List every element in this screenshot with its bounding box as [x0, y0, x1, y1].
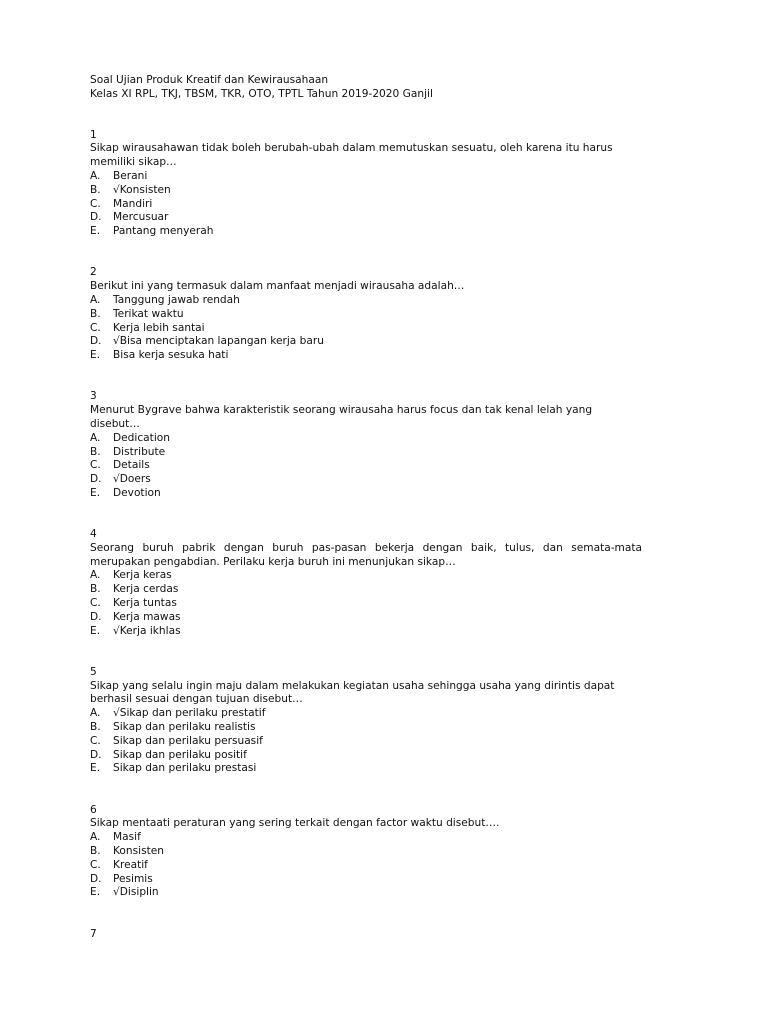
answer-option: [90, 762, 642, 776]
option-text: Sikap dan perilaku realistis: [113, 721, 256, 734]
option-letter: E.: [90, 762, 101, 775]
option-letter: E.: [90, 349, 101, 362]
option-letter: D.: [90, 211, 102, 224]
option-text: Masif: [113, 831, 141, 844]
answer-option: [90, 335, 642, 349]
option-text: Distribute: [113, 445, 166, 458]
question-number: 7: [90, 927, 97, 940]
answer-option: [90, 473, 642, 487]
answer-option: [90, 749, 642, 763]
answer-option: [90, 859, 642, 873]
option-text: √Sikap dan perilaku prestatif: [113, 707, 266, 720]
answer-option: [90, 322, 642, 336]
answer-option: [90, 459, 642, 473]
answer-option: [90, 211, 642, 225]
option-text: Tanggung jawab rendah: [113, 293, 240, 306]
question-number: 3: [90, 390, 97, 403]
option-text: √Doers: [113, 473, 151, 486]
answer-option: [90, 707, 642, 721]
option-text: Kreatif: [113, 858, 148, 871]
option-text: Mercusuar: [113, 211, 169, 224]
option-letter: D.: [90, 748, 102, 761]
option-letter: D.: [90, 473, 102, 486]
answer-option: [90, 886, 642, 900]
answer-option: [90, 198, 642, 212]
option-text: √Disiplin: [113, 886, 159, 899]
document-header: [90, 74, 642, 102]
option-text: Sikap dan perilaku prestasi: [113, 762, 257, 775]
question-item: [90, 129, 642, 267]
question-text: Berikut ini yang termasuk dalam manfaat menjadi wirausaha adalah…: [90, 280, 465, 293]
option-text: Details: [113, 459, 150, 472]
option-letter: C.: [90, 321, 101, 334]
option-letter: C.: [90, 734, 101, 747]
option-letter: E.: [90, 886, 101, 899]
question-item: [90, 528, 642, 666]
option-text: Terikat waktu: [113, 307, 184, 320]
option-text: Pantang menyerah: [113, 225, 214, 238]
option-letter: C.: [90, 597, 101, 610]
option-letter: A.: [90, 293, 101, 306]
answer-option: [90, 873, 642, 887]
option-letter: E.: [90, 225, 101, 238]
answer-option: [90, 611, 642, 625]
answer-option: [90, 569, 642, 583]
question-number: 1: [90, 128, 97, 141]
question-text: Seorang buruh pabrik dengan buruh pas-pasan bekerja dengan baik, tulus, dan semata-mata merupakan pengabdian. Perilaku kerja buruh ini menunjukan sikap…: [90, 541, 642, 568]
option-text: Devotion: [113, 486, 161, 499]
question-number: 2: [90, 266, 97, 279]
answer-option: [90, 294, 642, 308]
option-letter: C.: [90, 197, 101, 210]
option-text: Kerja keras: [113, 569, 172, 582]
question-list: [90, 129, 642, 928]
option-letter: C.: [90, 459, 101, 472]
option-letter: A.: [90, 831, 101, 844]
document-page: [90, 74, 642, 941]
answer-option: [90, 735, 642, 749]
option-letter: E.: [90, 624, 101, 637]
document-title: Soal Ujian Produk Kreatif dan Kewirausahaan: [90, 74, 329, 86]
question-text: Sikap mentaati peraturan yang sering terkait dengan factor waktu disebut….: [90, 817, 500, 830]
option-text: Sikap dan perilaku persuasif: [113, 734, 263, 747]
answer-option: [90, 184, 642, 198]
document-subtitle: Kelas XI RPL, TKJ, TBSM, TKR, OTO, TPTL Tahun 2019-2020 Ganjil: [90, 87, 433, 100]
question-item: [90, 266, 642, 390]
option-letter: D.: [90, 872, 102, 885]
option-letter: B.: [90, 307, 101, 320]
answer-options: [90, 432, 642, 501]
answer-option: [90, 308, 642, 322]
answer-option: [90, 446, 642, 460]
answer-option: [90, 625, 642, 639]
option-text: Mandiri: [113, 197, 153, 210]
option-letter: C.: [90, 858, 101, 871]
option-letter: B.: [90, 445, 101, 458]
answer-options: [90, 170, 642, 239]
option-letter: D.: [90, 610, 102, 623]
option-text: Dedication: [113, 431, 170, 444]
question-item: [90, 804, 642, 928]
question-text: Menurut Bygrave bahwa karakteristik seorang wirausaha harus focus dan tak kenal lelah yang disebut…: [90, 404, 593, 430]
answer-option: [90, 721, 642, 735]
option-letter: A.: [90, 707, 101, 720]
option-letter: A.: [90, 169, 101, 182]
answer-options: [90, 831, 642, 900]
option-text: Berani: [113, 169, 148, 182]
option-text: Kerja cerdas: [113, 583, 179, 596]
option-text: Kerja tuntas: [113, 597, 177, 610]
option-text: √Bisa menciptakan lapangan kerja baru: [113, 335, 324, 348]
option-letter: D.: [90, 335, 102, 348]
option-letter: B.: [90, 721, 101, 734]
answer-option: [90, 845, 642, 859]
question-item: [90, 390, 642, 528]
option-text: Bisa kerja sesuka hati: [113, 349, 229, 362]
option-letter: B.: [90, 845, 101, 858]
answer-option: [90, 349, 642, 363]
answer-option: [90, 831, 642, 845]
answer-options: [90, 569, 642, 638]
option-text: Kerja lebih santai: [113, 321, 205, 334]
option-text: √Konsisten: [113, 183, 171, 196]
answer-option: [90, 225, 642, 239]
option-letter: A.: [90, 569, 101, 582]
question-text: Sikap wirausahawan tidak boleh berubah-ubah dalam memutuskan sesuatu, oleh karena itu harus memiliki sikap…: [90, 142, 613, 169]
option-text: Kerja mawas: [113, 610, 181, 623]
option-text: Sikap dan perilaku positif: [113, 748, 247, 761]
answer-option: [90, 170, 642, 184]
answer-option: [90, 432, 642, 446]
answer-option: [90, 583, 642, 597]
option-letter: B.: [90, 583, 101, 596]
option-text: Konsisten: [113, 845, 164, 858]
option-text: √Kerja ikhlas: [113, 624, 181, 637]
question-number: 5: [90, 665, 97, 678]
answer-option: [90, 597, 642, 611]
question-number: 6: [90, 803, 97, 816]
answer-options: [90, 294, 642, 363]
option-text: Pesimis: [113, 872, 153, 885]
option-letter: E.: [90, 486, 101, 499]
question-item: [90, 666, 642, 804]
option-letter: A.: [90, 431, 101, 444]
answer-options: [90, 707, 642, 776]
question-text: Sikap yang selalu ingin maju dalam melakukan kegiatan usaha sehingga usaha yang dirintis dapat berhasil sesuai dengan tujuan disebut…: [90, 679, 615, 706]
option-letter: B.: [90, 183, 101, 196]
answer-option: [90, 487, 642, 501]
question-number: 4: [90, 528, 97, 541]
